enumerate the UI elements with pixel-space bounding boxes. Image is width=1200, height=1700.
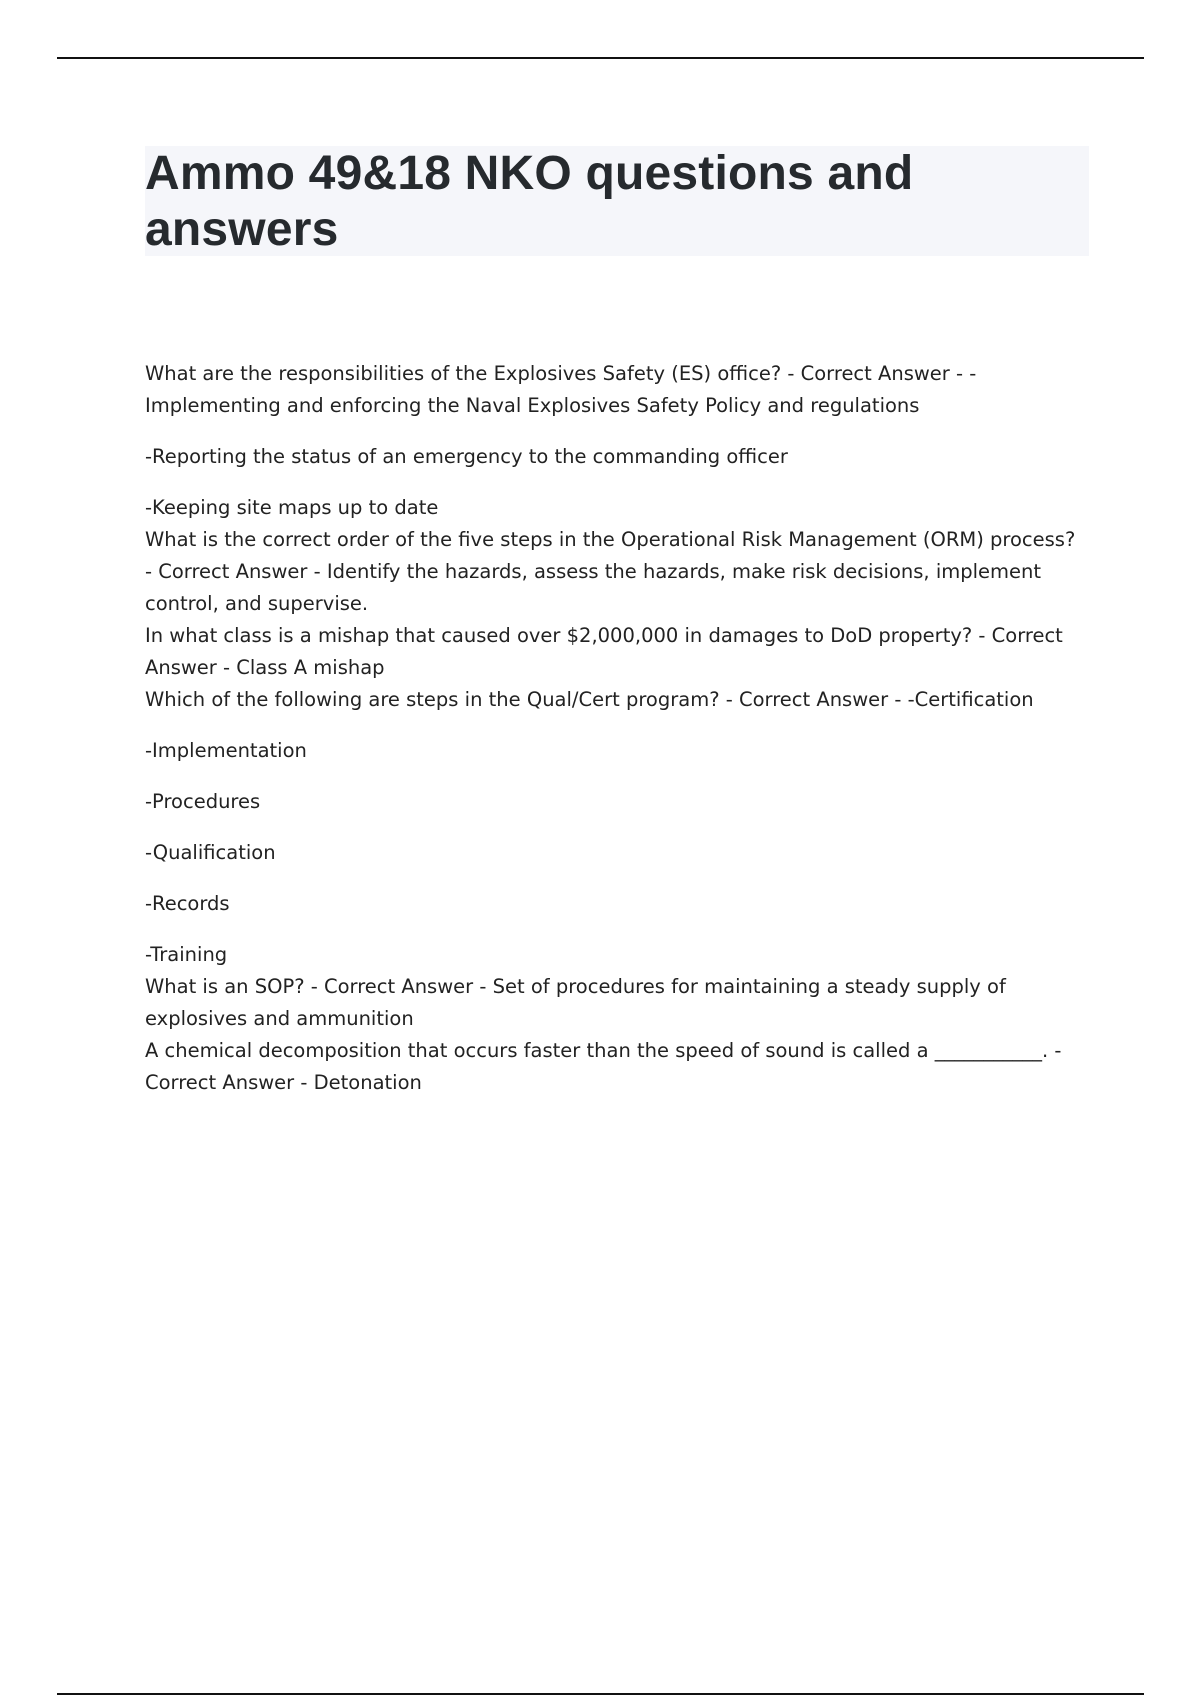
qa-question-answer: Which of the following are steps in the Qual/Cert program? - Correct Answer - -Certification [145, 688, 1034, 711]
qa-item-detonation [145, 1035, 1085, 1099]
qa-item-sop [145, 971, 1085, 1035]
qa-content [145, 358, 1085, 1099]
qa-answer-point: -Reporting the status of an emergency to the commanding officer [145, 445, 788, 468]
qa-question-answer: A chemical decomposition that occurs faster than the speed of sound is called a ___________. - Correct Answer - Detonation [145, 1039, 1062, 1094]
qa-question-answer: What is the correct order of the five steps in the Operational Risk Management (ORM) process? - Correct Answer - Identify the hazards, assess the hazards, make risk decisions, implement control, and supervise. [145, 528, 1076, 615]
qa-item-qual-cert [145, 684, 1085, 971]
qa-question-answer: What is an SOP? - Correct Answer - Set of procedures for maintaining a steady supply of explosives and ammunition [145, 975, 1006, 1030]
qa-answer-point: -Keeping site maps up to date [145, 496, 439, 519]
qa-item-es-office [145, 358, 1085, 524]
footer-rule [57, 1693, 1144, 1695]
qa-answer-point: -Qualification [145, 841, 276, 864]
qa-item-orm-steps [145, 524, 1085, 620]
title-block [145, 146, 1089, 256]
qa-answer-point: -Procedures [145, 790, 261, 813]
qa-question-answer: What are the responsibilities of the Explosives Safety (ES) office? - Correct Answer - -Implementing and enforcing the Naval Explosives Safety Policy and regulations [145, 362, 977, 417]
qa-item-mishap-class [145, 620, 1085, 684]
qa-question-answer: In what class is a mishap that caused over $2,000,000 in damages to DoD property? - Correct Answer - Class A mishap [145, 624, 1063, 679]
qa-answer-point: -Records [145, 892, 230, 915]
document-title: Ammo 49&18 NKO questions and answers [145, 147, 914, 256]
qa-answer-point: -Implementation [145, 739, 307, 762]
header-rule [57, 57, 1144, 59]
qa-answer-point: -Training [145, 943, 228, 966]
